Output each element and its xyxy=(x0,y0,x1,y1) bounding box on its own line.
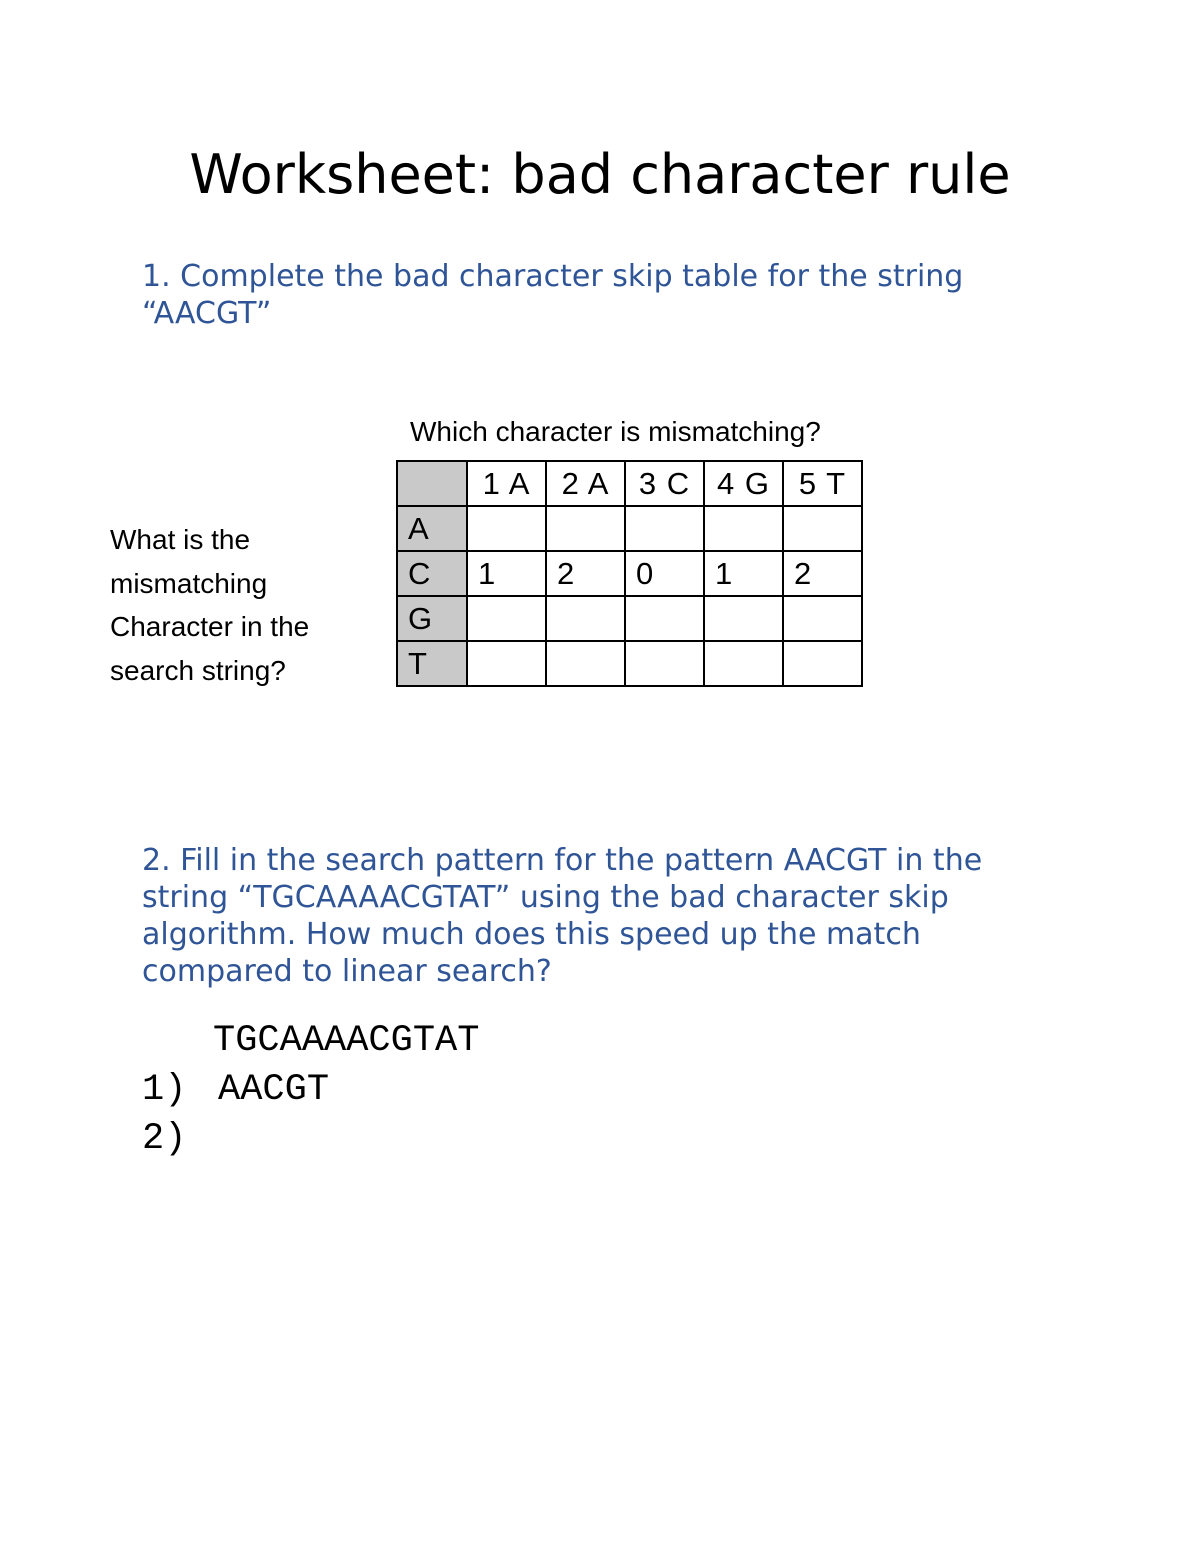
table-cell[interactable]: 1 xyxy=(467,551,546,596)
question-2: 2. Fill in the search pattern for the pattern AACGT in the string “TGCAAAACGTAT” using the bad character skip algorithm. How much does this speed up the match compared to linear search? xyxy=(142,843,983,989)
column-header: 3 C xyxy=(625,461,704,506)
step-number: 1) xyxy=(142,1069,187,1111)
page-title: Worksheet: bad character rule xyxy=(189,143,1011,206)
table-cell[interactable] xyxy=(467,641,546,686)
table-cell[interactable]: 2 xyxy=(546,551,625,596)
table-cell[interactable] xyxy=(625,641,704,686)
row-header: T xyxy=(397,641,467,686)
table-cell[interactable] xyxy=(783,506,862,551)
skip-table xyxy=(396,460,863,687)
table-row xyxy=(397,596,862,641)
row-header: A xyxy=(397,506,467,551)
column-header: 4 G xyxy=(704,461,783,506)
table-cell[interactable] xyxy=(783,596,862,641)
table-row xyxy=(397,506,862,551)
table-header-row xyxy=(397,461,862,506)
table-cell[interactable] xyxy=(704,506,783,551)
table-cell[interactable] xyxy=(546,506,625,551)
step-pattern: AACGT xyxy=(218,1069,330,1111)
column-header: 2 A xyxy=(546,461,625,506)
table-corner-cell xyxy=(397,461,467,506)
row-header: C xyxy=(397,551,467,596)
table-row xyxy=(397,551,862,596)
row-header: G xyxy=(397,596,467,641)
table-cell[interactable] xyxy=(625,596,704,641)
table-cell[interactable] xyxy=(704,641,783,686)
column-header: 5 T xyxy=(783,461,862,506)
column-caption: Which character is mismatching? xyxy=(410,416,821,447)
table-cell[interactable]: 1 xyxy=(704,551,783,596)
target-string: TGCAAAACGTAT xyxy=(213,1020,480,1062)
table-cell[interactable]: 2 xyxy=(783,551,862,596)
question-1: 1. Complete the bad character skip table for the string “AACGT” xyxy=(142,259,964,331)
step-number: 2) xyxy=(142,1118,187,1160)
table-cell[interactable] xyxy=(783,641,862,686)
table-cell[interactable] xyxy=(546,641,625,686)
table-cell[interactable] xyxy=(546,596,625,641)
column-header: 1 A xyxy=(467,461,546,506)
table-cell[interactable]: 0 xyxy=(625,551,704,596)
table-row xyxy=(397,641,862,686)
table-cell[interactable] xyxy=(467,506,546,551)
row-caption: What is the mismatching Character in the search string? xyxy=(110,524,310,686)
table-cell[interactable] xyxy=(704,596,783,641)
table-cell[interactable] xyxy=(625,506,704,551)
table-cell[interactable] xyxy=(467,596,546,641)
